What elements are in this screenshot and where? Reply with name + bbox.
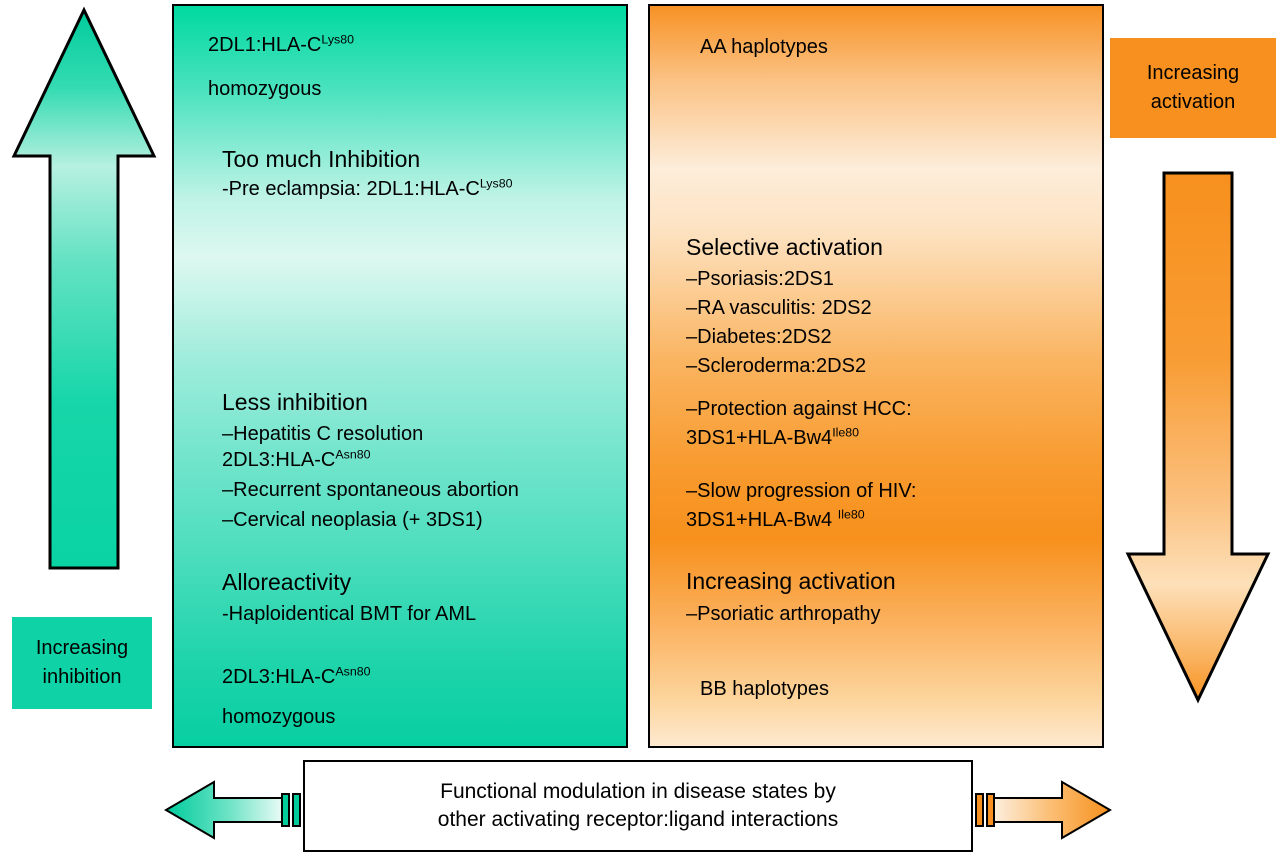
left-section-0-heading: Too much Inhibition	[222, 146, 421, 172]
right-section-0-heading: Selective activation	[686, 234, 883, 260]
left-bottom-genotype-line2: homozygous	[222, 706, 336, 728]
right-section-1-item-0-text: –Protection against HCC:	[686, 398, 912, 420]
activation-panel	[648, 4, 1104, 748]
left-section-1-item-1-text: 2DL3:HLA-C	[222, 449, 336, 471]
left-bottom-genotype-line1	[222, 666, 371, 689]
left-section-0-item-0-text: -Pre eclampsia: 2DL1:HLA-C	[222, 178, 480, 200]
increasing-activation-label	[1110, 38, 1276, 138]
left-section-2-heading: Alloreactivity	[222, 569, 352, 595]
right-section-2-item-1-text: 3DS1+HLA-Bw4	[686, 509, 838, 531]
right-section-0-item-3-text: –Scleroderma:2DS2	[686, 355, 867, 377]
right-bottom-label: BB haplotypes	[700, 678, 829, 700]
right-section-0-item-0	[686, 268, 834, 291]
right-section-2-item-1	[686, 509, 865, 532]
increasing-inhibition-line1: Increasing	[35, 637, 129, 659]
arrow-down-icon	[1122, 168, 1274, 706]
right-section-1-item-1	[686, 427, 859, 450]
right-section-0-item-2	[686, 326, 832, 349]
right-section-0-item-0-text: –Psoriasis:2DS1	[686, 268, 834, 290]
right-section-1-item-1-sup: Ile80	[832, 425, 860, 440]
arrow-right-icon	[968, 778, 1114, 842]
increasing-inhibition-line2: inhibition	[42, 666, 122, 688]
bottom-caption-line1: Functional modulation in disease states by	[440, 780, 836, 804]
right-top-label: AA haplotypes	[700, 36, 828, 58]
left-top-genotype-text: 2DL1:HLA-C	[208, 34, 322, 56]
right-section-3-heading: Increasing activation	[686, 568, 896, 594]
left-section-0-item-0-sup: Lys80	[479, 176, 513, 191]
left-section-1-item-0-text: –Hepatitis C resolution	[222, 423, 424, 445]
left-section-1-heading: Less inhibition	[222, 389, 368, 415]
activation-panel-content	[650, 6, 1102, 746]
left-section-1-item-2-text: –Recurrent spontaneous abortion	[222, 479, 519, 501]
left-bottom-genotype-text: 2DL3:HLA-C	[222, 666, 336, 688]
arrow-left-icon	[162, 778, 308, 842]
right-section-0-item-1	[686, 297, 872, 320]
arrow-up-icon	[8, 4, 160, 574]
left-section-1-item-1-sup: Asn80	[335, 447, 371, 462]
right-section-0-item-2-text: –Diabetes:2DS2	[686, 326, 832, 348]
right-section-0-item-1-text: –RA vasculitis: 2DS2	[686, 297, 872, 319]
left-top-genotype-line2: homozygous	[208, 78, 322, 100]
bottom-caption-line2: other activating receptor:ligand interactions	[437, 808, 839, 831]
left-section-2-item-0-text: -Haploidentical BMT for AML	[222, 603, 477, 625]
left-section-2-item-0	[222, 603, 476, 626]
left-section-1-item-1	[222, 449, 371, 472]
left-top-genotype-line1	[208, 34, 354, 57]
left-section-1-item-3	[222, 509, 483, 532]
bottom-caption-box	[303, 760, 973, 852]
left-section-1-item-0	[222, 423, 423, 446]
inhibition-panel-content	[174, 6, 626, 746]
right-section-2-item-0	[686, 480, 916, 503]
right-section-3-item-0	[686, 603, 881, 626]
right-section-3-item-0-text: –Psoriatic arthropathy	[686, 603, 881, 625]
right-section-2-item-1-sup: Ile80	[837, 507, 865, 522]
left-section-1-item-2	[222, 479, 519, 502]
right-section-1-item-1-text: 3DS1+HLA-Bw4	[686, 427, 833, 449]
increasing-inhibition-label	[12, 617, 152, 709]
left-section-1-item-3-text: –Cervical neoplasia (+ 3DS1)	[222, 509, 483, 531]
right-section-0-item-3	[686, 355, 866, 378]
right-section-2-item-0-text: –Slow progression of HIV:	[686, 480, 917, 502]
increasing-activation-line1: Increasing	[1146, 62, 1240, 84]
left-section-0-item-0	[222, 178, 512, 201]
left-top-genotype-sup: Lys80	[321, 32, 354, 47]
increasing-activation-line2: activation	[1150, 91, 1236, 113]
left-bottom-genotype-sup: Asn80	[335, 664, 371, 679]
right-section-1-item-0	[686, 398, 912, 421]
inhibition-panel	[172, 4, 628, 748]
